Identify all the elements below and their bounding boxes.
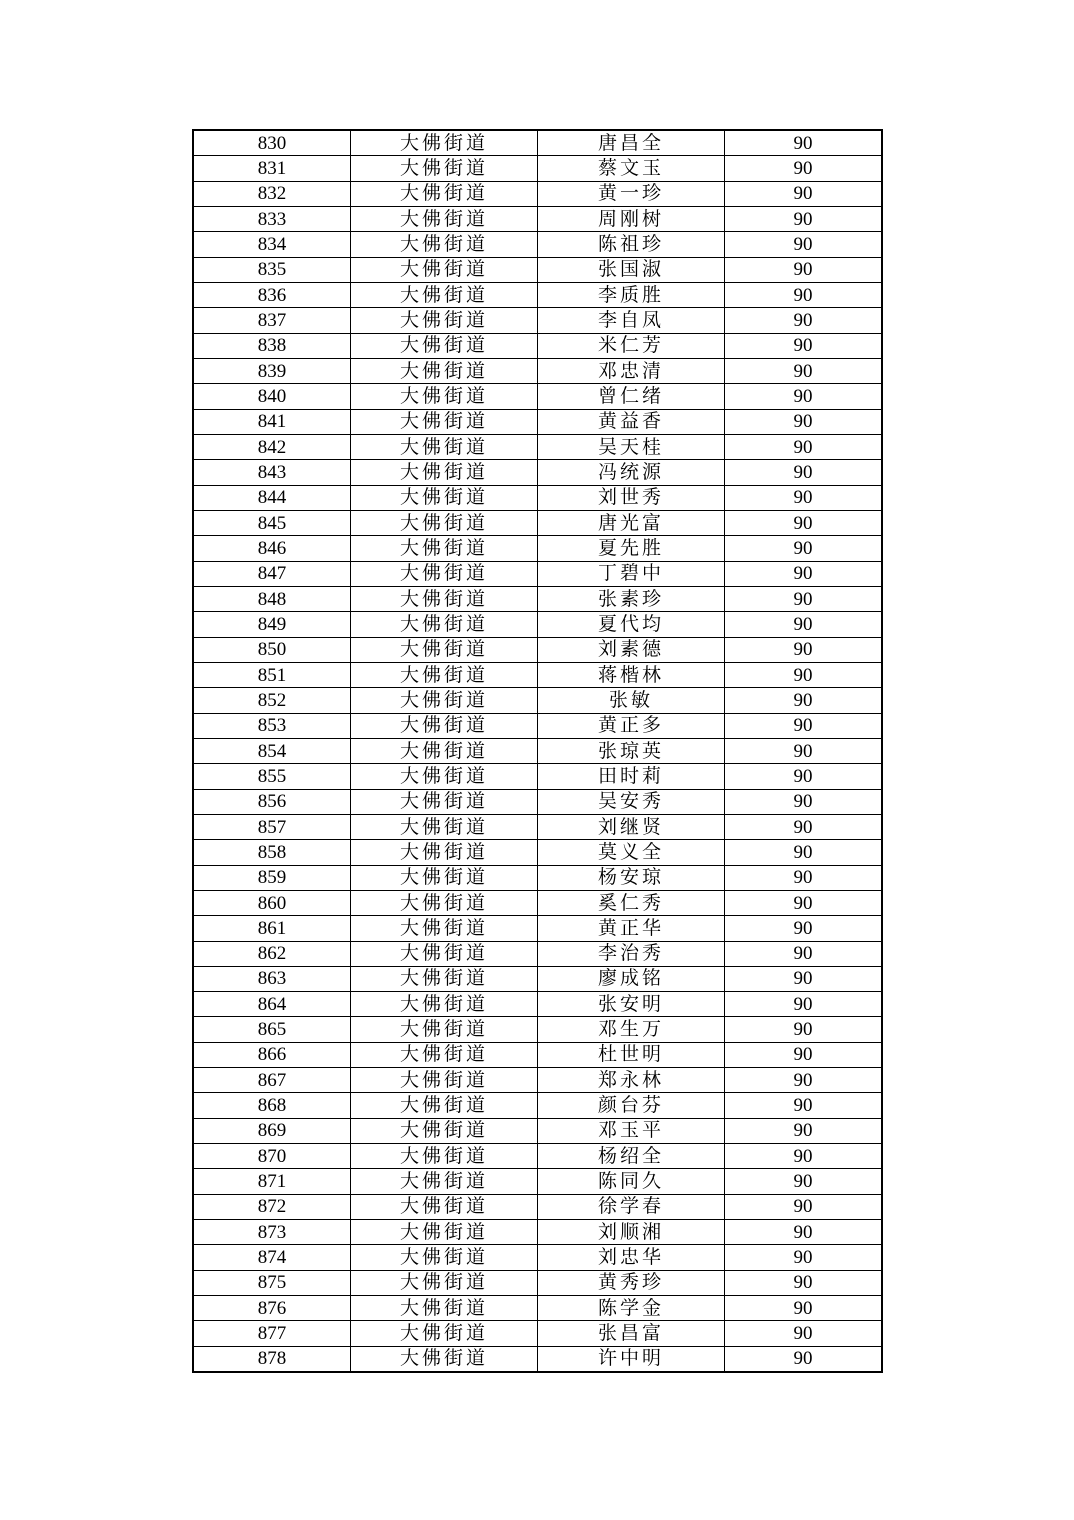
street-cell: 大佛街道 (351, 738, 538, 763)
score-cell: 90 (725, 1296, 883, 1321)
score-cell: 90 (725, 890, 883, 915)
street-cell: 大佛街道 (351, 637, 538, 662)
street-cell: 大佛街道 (351, 409, 538, 434)
street-cell: 大佛街道 (351, 916, 538, 941)
score-cell: 90 (725, 992, 883, 1017)
street-cell: 大佛街道 (351, 1093, 538, 1118)
street-cell: 大佛街道 (351, 510, 538, 535)
street-cell: 大佛街道 (351, 536, 538, 561)
score-cell: 90 (725, 460, 883, 485)
table-row (193, 181, 882, 206)
table-row (193, 257, 882, 282)
street-cell: 大佛街道 (351, 1220, 538, 1245)
score-cell: 90 (725, 637, 883, 662)
table-row (193, 156, 882, 181)
row-number-cell: 851 (193, 662, 351, 687)
street-cell: 大佛街道 (351, 1194, 538, 1219)
table-row (193, 764, 882, 789)
person-name-cell: 蔡文玉 (538, 156, 725, 181)
score-cell: 90 (725, 764, 883, 789)
table-row (193, 992, 882, 1017)
row-number-cell: 838 (193, 333, 351, 358)
person-name-cell: 颜台芬 (538, 1093, 725, 1118)
score-cell: 90 (725, 1270, 883, 1295)
row-number-cell: 864 (193, 992, 351, 1017)
row-number-cell: 848 (193, 586, 351, 611)
score-cell: 90 (725, 1118, 883, 1143)
person-name-cell: 刘顺湘 (538, 1220, 725, 1245)
person-name-cell: 冯统源 (538, 460, 725, 485)
street-cell: 大佛街道 (351, 1144, 538, 1169)
score-cell: 90 (725, 510, 883, 535)
person-name-cell: 刘世秀 (538, 485, 725, 510)
score-cell: 90 (725, 586, 883, 611)
table-row (193, 662, 882, 687)
score-cell: 90 (725, 333, 883, 358)
table-row (193, 485, 882, 510)
street-cell: 大佛街道 (351, 333, 538, 358)
score-cell: 90 (725, 865, 883, 890)
table-row (193, 510, 882, 535)
row-number-cell: 856 (193, 789, 351, 814)
street-cell: 大佛街道 (351, 966, 538, 991)
table-row (193, 282, 882, 307)
table-row (193, 941, 882, 966)
score-cell: 90 (725, 662, 883, 687)
person-name-cell: 李治秀 (538, 941, 725, 966)
row-number-cell: 868 (193, 1093, 351, 1118)
street-cell: 大佛街道 (351, 789, 538, 814)
person-name-cell: 张素珍 (538, 586, 725, 611)
row-number-cell: 832 (193, 181, 351, 206)
score-cell: 90 (725, 257, 883, 282)
street-cell: 大佛街道 (351, 814, 538, 839)
table-row (193, 384, 882, 409)
row-number-cell: 869 (193, 1118, 351, 1143)
street-cell: 大佛街道 (351, 713, 538, 738)
street-cell: 大佛街道 (351, 1118, 538, 1143)
street-cell: 大佛街道 (351, 181, 538, 206)
row-number-cell: 858 (193, 840, 351, 865)
person-name-cell: 夏代均 (538, 612, 725, 637)
row-number-cell: 872 (193, 1194, 351, 1219)
table-row (193, 1194, 882, 1219)
table-row (193, 1245, 882, 1270)
score-cell: 90 (725, 206, 883, 231)
street-cell: 大佛街道 (351, 561, 538, 586)
row-number-cell: 831 (193, 156, 351, 181)
score-cell: 90 (725, 612, 883, 637)
street-cell: 大佛街道 (351, 206, 538, 231)
person-name-cell: 黄秀珍 (538, 1270, 725, 1295)
row-number-cell: 859 (193, 865, 351, 890)
score-cell: 90 (725, 1169, 883, 1194)
street-cell: 大佛街道 (351, 1346, 538, 1372)
row-number-cell: 850 (193, 637, 351, 662)
table-row (193, 1118, 882, 1143)
street-cell: 大佛街道 (351, 1068, 538, 1093)
street-cell: 大佛街道 (351, 890, 538, 915)
person-name-cell: 杨绍全 (538, 1144, 725, 1169)
table-row (193, 890, 882, 915)
score-cell: 90 (725, 130, 883, 156)
person-name-cell: 张安明 (538, 992, 725, 1017)
score-cell: 90 (725, 308, 883, 333)
person-name-cell: 张琼英 (538, 738, 725, 763)
street-cell: 大佛街道 (351, 840, 538, 865)
row-number-cell: 840 (193, 384, 351, 409)
row-number-cell: 834 (193, 232, 351, 257)
row-number-cell: 876 (193, 1296, 351, 1321)
street-cell: 大佛街道 (351, 384, 538, 409)
person-name-cell: 陈祖珍 (538, 232, 725, 257)
row-number-cell: 845 (193, 510, 351, 535)
row-number-cell: 836 (193, 282, 351, 307)
street-cell: 大佛街道 (351, 130, 538, 156)
table-row (193, 1017, 882, 1042)
person-name-cell: 杜世明 (538, 1042, 725, 1067)
table-row (193, 1169, 882, 1194)
table-row (193, 688, 882, 713)
score-cell: 90 (725, 789, 883, 814)
row-number-cell: 857 (193, 814, 351, 839)
table-row (193, 333, 882, 358)
table-row (193, 1144, 882, 1169)
street-cell: 大佛街道 (351, 282, 538, 307)
row-number-cell: 878 (193, 1346, 351, 1372)
person-name-cell: 刘忠华 (538, 1245, 725, 1270)
table-row (193, 713, 882, 738)
score-cell: 90 (725, 181, 883, 206)
street-cell: 大佛街道 (351, 662, 538, 687)
person-name-cell: 田时莉 (538, 764, 725, 789)
street-cell: 大佛街道 (351, 257, 538, 282)
row-number-cell: 846 (193, 536, 351, 561)
score-cell: 90 (725, 814, 883, 839)
score-cell: 90 (725, 840, 883, 865)
table-row (193, 130, 882, 156)
table-row (193, 789, 882, 814)
table-row (193, 814, 882, 839)
table-row (193, 561, 882, 586)
score-cell: 90 (725, 688, 883, 713)
score-cell: 90 (725, 1144, 883, 1169)
table-row (193, 1296, 882, 1321)
street-cell: 大佛街道 (351, 1169, 538, 1194)
row-number-cell: 865 (193, 1017, 351, 1042)
street-cell: 大佛街道 (351, 308, 538, 333)
street-cell: 大佛街道 (351, 434, 538, 459)
person-name-cell: 黄益香 (538, 409, 725, 434)
street-cell: 大佛街道 (351, 1296, 538, 1321)
row-number-cell: 860 (193, 890, 351, 915)
person-name-cell: 黄正多 (538, 713, 725, 738)
table-row (193, 1321, 882, 1346)
row-number-cell: 833 (193, 206, 351, 231)
person-name-cell: 李自凤 (538, 308, 725, 333)
street-cell: 大佛街道 (351, 586, 538, 611)
person-name-cell: 邓生万 (538, 1017, 725, 1042)
person-name-cell: 刘继贤 (538, 814, 725, 839)
score-cell: 90 (725, 1017, 883, 1042)
score-cell: 90 (725, 485, 883, 510)
row-number-cell: 877 (193, 1321, 351, 1346)
street-cell: 大佛街道 (351, 612, 538, 637)
row-number-cell: 842 (193, 434, 351, 459)
row-number-cell: 849 (193, 612, 351, 637)
roster-table-body (193, 130, 882, 1372)
person-name-cell: 陈学金 (538, 1296, 725, 1321)
person-name-cell: 夏先胜 (538, 536, 725, 561)
street-cell: 大佛街道 (351, 941, 538, 966)
street-cell: 大佛街道 (351, 992, 538, 1017)
score-cell: 90 (725, 1321, 883, 1346)
street-cell: 大佛街道 (351, 1017, 538, 1042)
street-cell: 大佛街道 (351, 865, 538, 890)
row-number-cell: 843 (193, 460, 351, 485)
table-row (193, 434, 882, 459)
score-cell: 90 (725, 1346, 883, 1372)
row-number-cell: 863 (193, 966, 351, 991)
table-row (193, 1346, 882, 1372)
table-row (193, 1220, 882, 1245)
score-cell: 90 (725, 1068, 883, 1093)
score-cell: 90 (725, 713, 883, 738)
table-row (193, 308, 882, 333)
row-number-cell: 847 (193, 561, 351, 586)
row-number-cell: 835 (193, 257, 351, 282)
score-cell: 90 (725, 358, 883, 383)
person-name-cell: 陈同久 (538, 1169, 725, 1194)
street-cell: 大佛街道 (351, 1321, 538, 1346)
table-row (193, 358, 882, 383)
table-row (193, 840, 882, 865)
table-row (193, 1270, 882, 1295)
score-cell: 90 (725, 1194, 883, 1219)
person-name-cell: 张敏 (538, 688, 725, 713)
person-name-cell: 黄正华 (538, 916, 725, 941)
score-cell: 90 (725, 561, 883, 586)
person-name-cell: 米仁芳 (538, 333, 725, 358)
person-name-cell: 吴安秀 (538, 789, 725, 814)
person-name-cell: 李质胜 (538, 282, 725, 307)
street-cell: 大佛街道 (351, 688, 538, 713)
street-cell: 大佛街道 (351, 764, 538, 789)
person-name-cell: 丁碧中 (538, 561, 725, 586)
person-name-cell: 蒋楷林 (538, 662, 725, 687)
street-cell: 大佛街道 (351, 1270, 538, 1295)
table-row (193, 1068, 882, 1093)
table-row (193, 1042, 882, 1067)
street-cell: 大佛街道 (351, 358, 538, 383)
row-number-cell: 855 (193, 764, 351, 789)
person-name-cell: 郑永林 (538, 1068, 725, 1093)
person-name-cell: 周刚树 (538, 206, 725, 231)
table-row (193, 1093, 882, 1118)
row-number-cell: 871 (193, 1169, 351, 1194)
person-name-cell: 张昌富 (538, 1321, 725, 1346)
person-name-cell: 黄一珍 (538, 181, 725, 206)
row-number-cell: 867 (193, 1068, 351, 1093)
score-cell: 90 (725, 409, 883, 434)
person-name-cell: 邓玉平 (538, 1118, 725, 1143)
score-cell: 90 (725, 434, 883, 459)
row-number-cell: 839 (193, 358, 351, 383)
person-name-cell: 莫义全 (538, 840, 725, 865)
person-name-cell: 廖成铭 (538, 966, 725, 991)
row-number-cell: 875 (193, 1270, 351, 1295)
score-cell: 90 (725, 156, 883, 181)
row-number-cell: 853 (193, 713, 351, 738)
table-row (193, 536, 882, 561)
row-number-cell: 844 (193, 485, 351, 510)
table-row (193, 738, 882, 763)
person-name-cell: 张国淑 (538, 257, 725, 282)
row-number-cell: 870 (193, 1144, 351, 1169)
score-cell: 90 (725, 536, 883, 561)
row-number-cell: 874 (193, 1245, 351, 1270)
roster-table (192, 129, 883, 1373)
street-cell: 大佛街道 (351, 1042, 538, 1067)
table-row (193, 637, 882, 662)
score-cell: 90 (725, 384, 883, 409)
table-row (193, 966, 882, 991)
person-name-cell: 奚仁秀 (538, 890, 725, 915)
score-cell: 90 (725, 916, 883, 941)
person-name-cell: 杨安琼 (538, 865, 725, 890)
person-name-cell: 徐学春 (538, 1194, 725, 1219)
row-number-cell: 873 (193, 1220, 351, 1245)
row-number-cell: 862 (193, 941, 351, 966)
street-cell: 大佛街道 (351, 1245, 538, 1270)
person-name-cell: 唐昌全 (538, 130, 725, 156)
table-row (193, 916, 882, 941)
table-row (193, 232, 882, 257)
person-name-cell: 吴天桂 (538, 434, 725, 459)
score-cell: 90 (725, 282, 883, 307)
person-name-cell: 刘素德 (538, 637, 725, 662)
row-number-cell: 854 (193, 738, 351, 763)
person-name-cell: 许中明 (538, 1346, 725, 1372)
street-cell: 大佛街道 (351, 232, 538, 257)
street-cell: 大佛街道 (351, 156, 538, 181)
table-row (193, 206, 882, 231)
score-cell: 90 (725, 1093, 883, 1118)
street-cell: 大佛街道 (351, 460, 538, 485)
score-cell: 90 (725, 1042, 883, 1067)
street-cell: 大佛街道 (351, 485, 538, 510)
score-cell: 90 (725, 738, 883, 763)
person-name-cell: 唐光富 (538, 510, 725, 535)
person-name-cell: 曾仁绪 (538, 384, 725, 409)
row-number-cell: 852 (193, 688, 351, 713)
row-number-cell: 841 (193, 409, 351, 434)
table-row (193, 586, 882, 611)
table-row (193, 612, 882, 637)
table-row (193, 409, 882, 434)
score-cell: 90 (725, 941, 883, 966)
row-number-cell: 837 (193, 308, 351, 333)
row-number-cell: 866 (193, 1042, 351, 1067)
table-row (193, 460, 882, 485)
table-row (193, 865, 882, 890)
score-cell: 90 (725, 1220, 883, 1245)
person-name-cell: 邓忠清 (538, 358, 725, 383)
row-number-cell: 830 (193, 130, 351, 156)
row-number-cell: 861 (193, 916, 351, 941)
score-cell: 90 (725, 966, 883, 991)
score-cell: 90 (725, 1245, 883, 1270)
score-cell: 90 (725, 232, 883, 257)
